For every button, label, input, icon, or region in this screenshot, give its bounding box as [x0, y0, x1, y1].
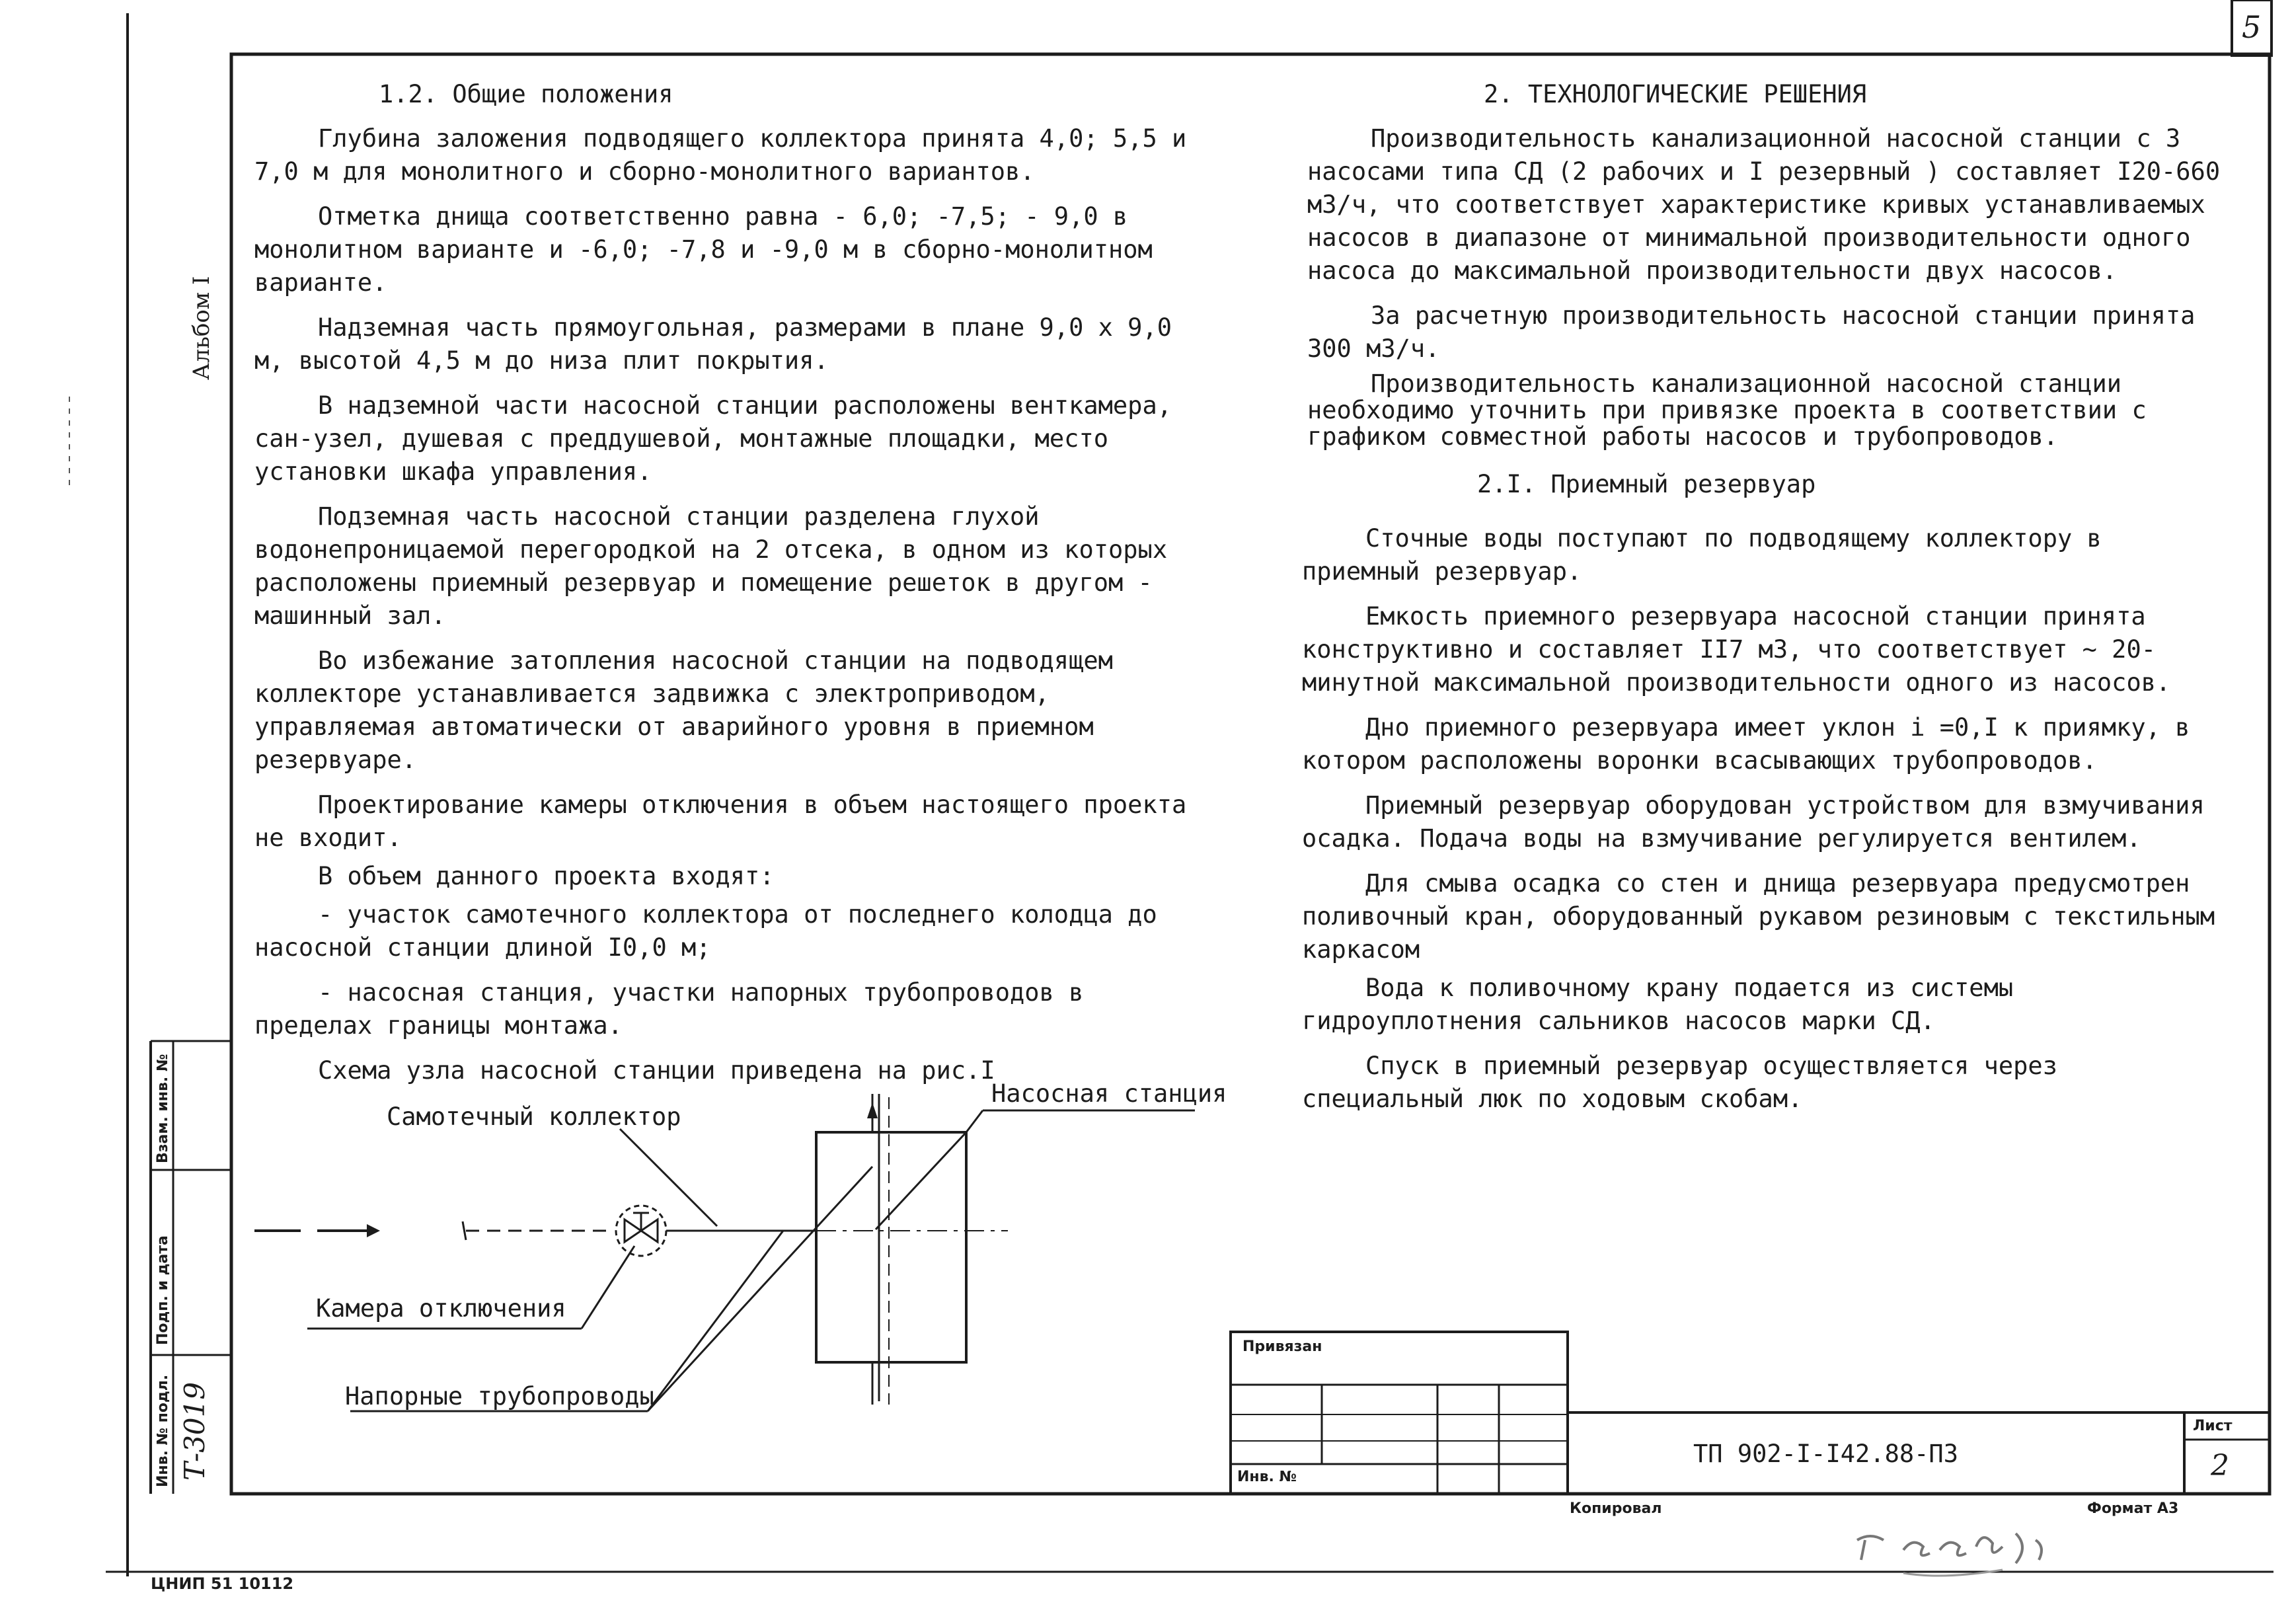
- subsection-heading-reservoir: 2.I. Приемный резервуар: [1477, 470, 1816, 498]
- right-paragraph: Вода к поливочному крану подается из системы гидроуплотнения сальников насосов марки СД.: [1302, 974, 2014, 1035]
- left-paragraph: Схема узла насосной станции приведена на рис.I: [318, 1056, 995, 1085]
- left-paragraph: - насосная станция, участки напорных трубопроводов в пределах границы монтажа.: [254, 978, 1084, 1040]
- left-paragraph: Подземная часть насосной станции разделена глухой водонепроницаемой перегородкой на 2 отсека, в одном из которых расположены приемный резервуар и помещение решеток в другом - машинный зал.: [254, 502, 1168, 630]
- right-paragraph: Дно приемного резервуара имеет уклон i =0,I к приямку, в котором расположены воронки всасывающих трубопроводов.: [1302, 713, 2190, 775]
- left-paragraph: Во избежание затопления насосной станции на подводящем коллекторе устанавливается задвижка с электроприводом, управляемая автоматически от аварийного уровня в приемном резервуаре.: [254, 646, 1113, 774]
- right-paragraph: Спуск в приемный резервуар осуществляется через специальный люк по ходовым скобам.: [1302, 1052, 2057, 1113]
- right-paragraph: За расчетную производительность насосной станции принята 300 м3/ч.: [1307, 301, 2196, 363]
- footer-code: ЦНИП 51 10112: [151, 1574, 294, 1593]
- stamp-privyazan: Привязан: [1242, 1338, 1322, 1355]
- album-label: Альбом I: [188, 276, 215, 380]
- page-number: 5: [2242, 9, 2262, 45]
- vzam-inv-label: Взам. инв. №: [155, 1054, 171, 1163]
- left-paragraph: В надземной части насосной станции расположены венткамера, сан-узел, душевая с преддушевой, монтажные площадки, место установки шкафа управления.: [254, 391, 1172, 486]
- left-paragraph: - участок самотечного коллектора от последнего колодца до насосной станции длиной I0,0 м;: [254, 900, 1157, 962]
- right-paragraph: Производительность канализационной насосной станции с 3 насосами типа СД (2 рабочих и I резервный ) составляет I20-660 м3/ч, что соответствует характеристике кривых устанавливаемых насосов в диапазоне от минимальной производительности одного насоса до максимальной производительности двух насосов.: [1307, 124, 2221, 285]
- label-shutoff-chamber: Камера отключения: [316, 1294, 566, 1323]
- right-paragraph: Приемный резервуар оборудован устройством для взмучивания осадка. Подача воды на взмучивание регулируется вентилем.: [1302, 791, 2205, 853]
- stamp-inv-no: Инв. №: [1237, 1469, 1297, 1485]
- right-paragraph: Для смыва осадка со стен и днища резервуара предусмотрен поливочный кран, оборудованный рукавом резиновым с текстильным каркасом: [1302, 869, 2215, 964]
- left-paragraph: Отметка днища соответственно равна - 6,0; -7,5; - 9,0 в монолитном варианте и -6,0; -7,8 и -9,0 м в сборно-монолитном варианте.: [254, 202, 1153, 297]
- podp-data-label: Подп. и дата: [155, 1235, 171, 1345]
- section-heading-general: 1.2. Общие положения: [379, 80, 673, 108]
- label-gravity-collector: Самотечный коллектор: [387, 1102, 681, 1131]
- right-paragraph: Емкость приемного резервуара насосной станции принята конструктивно и составляет II7 м3, что соответствует ~ 20-минутной максимальной производительности одного из насосов.: [1302, 602, 2171, 697]
- section-heading-technology: 2. ТЕХНОЛОГИЧЕСКИЕ РЕШЕНИЯ: [1484, 80, 1867, 108]
- label-pump-station: Насосная станция: [991, 1079, 1227, 1108]
- left-paragraph: В объем данного проекта входят:: [318, 862, 775, 890]
- left-paragraph: Проектирование камеры отключения в объем настоящего проекта не входит.: [254, 791, 1187, 852]
- right-paragraph: Сточные воды поступают по подводящему коллектору в приемный резервуар.: [1302, 524, 2102, 586]
- inv-number: Т-3019: [178, 1381, 211, 1481]
- left-paragraph: Надземная часть прямоугольная, размерами в плане 9,0 х 9,0 м, высотой 4,5 м до низа плит покрытия.: [254, 313, 1172, 375]
- right-paragraph: Производительность канализационной насосной станции необходимо уточнить при привязке проекта в соответствии с графиком совместной работы насосов и трубопроводов.: [1307, 369, 2147, 451]
- stamp-sheet-number: 2: [2211, 1449, 2229, 1483]
- left-paragraph: Глубина заложения подводящего коллектора принята 4,0; 5,5 и 7,0 м для монолитного и сборно-монолитного вариантов.: [254, 124, 1187, 186]
- format-label: Формат А3: [2087, 1500, 2179, 1517]
- copied-label: Копировал: [1570, 1500, 1662, 1517]
- stamp-document-code: ТП 902-I-I42.88-ПЗ: [1693, 1440, 1958, 1468]
- stamp-sheet-label: Лист: [2193, 1418, 2233, 1434]
- inv-podl-label: Инв. № подл.: [155, 1374, 171, 1487]
- label-pressure-pipes: Напорные трубопроводы: [345, 1382, 654, 1411]
